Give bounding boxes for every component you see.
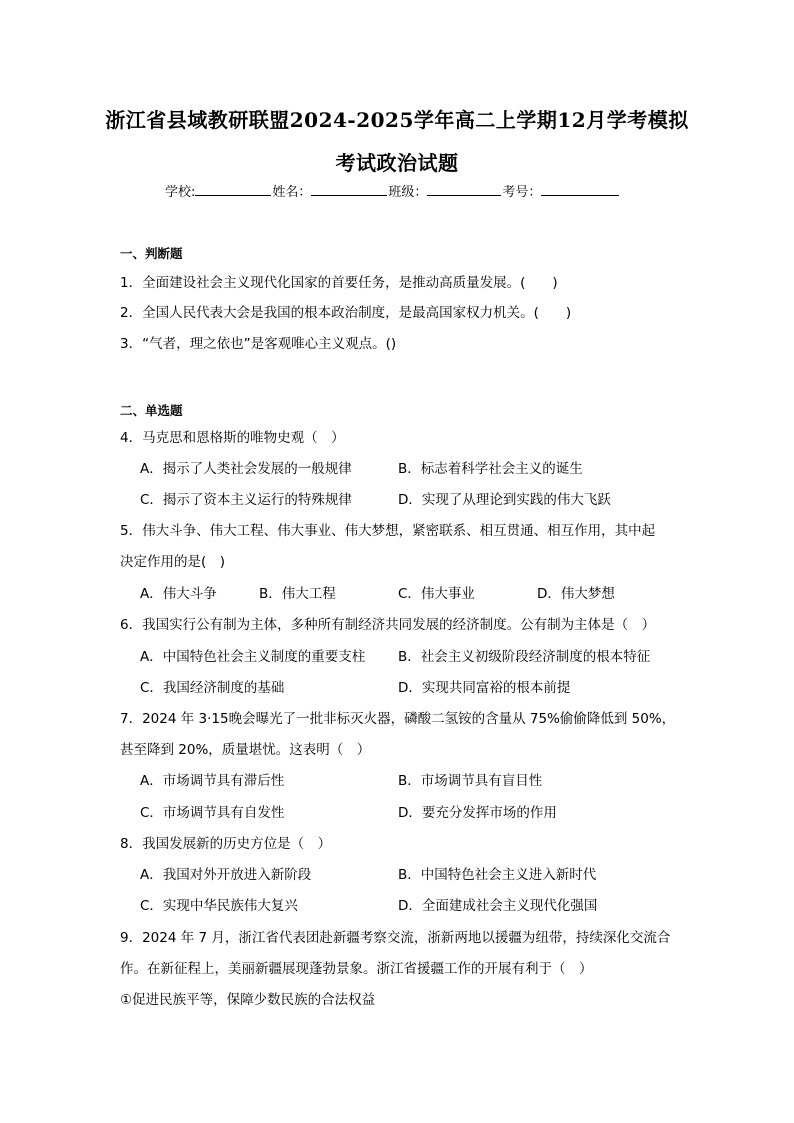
question-8-stem: 8．我国发展新的历史方位是（ ）: [120, 836, 332, 852]
question-5-option-b: B．伟大工程: [259, 586, 336, 602]
class-label: 班级：: [388, 185, 428, 200]
question-7-option-b: B．市场调节具有盲目性: [398, 773, 543, 789]
question-5-option-a: A．伟大斗争: [140, 586, 217, 602]
question-8-option-c: C．实现中华民族伟大复兴: [140, 898, 298, 914]
question-5-stem-line1: 5．伟大斗争、伟大工程、伟大事业、伟大梦想，紧密联系、相互贯通、相互作用，其中起: [120, 523, 656, 539]
question-6-option-d: D．实现共同富裕的根本前提: [398, 680, 571, 696]
question-7-stem-line2: 甚至降到 20%，质量堪忧。这表明（ ）: [120, 742, 371, 758]
question-4-option-c: C．揭示了资本主义运行的特殊规律: [140, 492, 352, 508]
question-8-option-a: A．我国对外开放进入新阶段: [140, 867, 312, 883]
exam-title-line2: 考试政治试题: [335, 151, 459, 175]
class-blank[interactable]: [427, 182, 501, 196]
question-7-option-d: D．要充分发挥市场的作用: [398, 805, 557, 821]
question-7-option-c: C．市场调节具有自发性: [140, 805, 285, 821]
question-1: 1．全面建设社会主义现代化国家的首要任务，是推动高质量发展。( ): [120, 275, 558, 291]
question-4-option-b: B．标志着科学社会主义的诞生: [398, 461, 583, 477]
question-7-stem-line1: 7．2024 年 3·15晚会曝光了一批非标灭火器，磷酸二氢铵的含量从 75%偷偷降低到 50%，: [120, 711, 676, 727]
question-3: 3．“气者，理之依也”是客观唯心主义观点。(): [120, 336, 397, 352]
name-label: 姓名：: [272, 185, 312, 200]
question-4-option-a: A．揭示了人类社会发展的一般规律: [140, 461, 352, 477]
question-6-option-a: A．中国特色社会主义制度的重要支柱: [140, 649, 366, 665]
question-9-stem-line2: 作。在新征程上，美丽新疆展现蓬勃景象。浙江省援疆工作的开展有利于（ ）: [120, 961, 593, 977]
question-7-option-a: A．市场调节具有滞后性: [140, 773, 285, 789]
exam-title-line1: 浙江省县域教研联盟2024-2025学年高二上学期12月学考模拟: [105, 108, 689, 132]
question-2: 2．全国人民代表大会是我国的根本政治制度，是最高国家权力机关。( ): [120, 305, 572, 321]
question-9-stem-line1: 9．2024 年 7 月，浙江省代表团赴新疆考察交流，浙新两地以援疆为纽带，持续深化交流合: [120, 930, 671, 946]
question-9-item-1: ①促进民族平等，保障少数民族的合法权益: [120, 992, 376, 1008]
question-5-stem-line2: 决定作用的是( ): [120, 554, 226, 570]
question-6-stem: 6．我国实行公有制为主体，多种所有制经济共同发展的经济制度。公有制为主体是（ ）: [120, 617, 656, 633]
question-5-option-c: C．伟大事业: [398, 586, 475, 602]
number-blank[interactable]: [541, 182, 619, 196]
school-label: 学校:: [165, 185, 196, 200]
question-5-option-d: D．伟大梦想: [537, 586, 615, 602]
question-4-option-d: D．实现了从理论到实践的伟大飞跃: [398, 492, 611, 508]
name-blank[interactable]: [311, 182, 387, 196]
number-label: 考号：: [502, 185, 542, 200]
school-blank[interactable]: [195, 182, 271, 196]
question-8-option-d: D．全面建成社会主义现代化强国: [398, 898, 598, 914]
question-4-stem: 4．马克思和恩格斯的唯物史观（ ）: [120, 430, 345, 446]
question-6-option-c: C．我国经济制度的基础: [140, 680, 285, 696]
question-8-option-b: B．中国特色社会主义进入新时代: [398, 867, 597, 883]
section-heading-judgement: 一、判断题: [120, 246, 183, 261]
student-info-row: [165, 181, 620, 200]
section-heading-single-choice: 二、单选题: [120, 403, 183, 418]
question-6-option-b: B．社会主义初级阶段经济制度的根本特征: [398, 649, 651, 665]
